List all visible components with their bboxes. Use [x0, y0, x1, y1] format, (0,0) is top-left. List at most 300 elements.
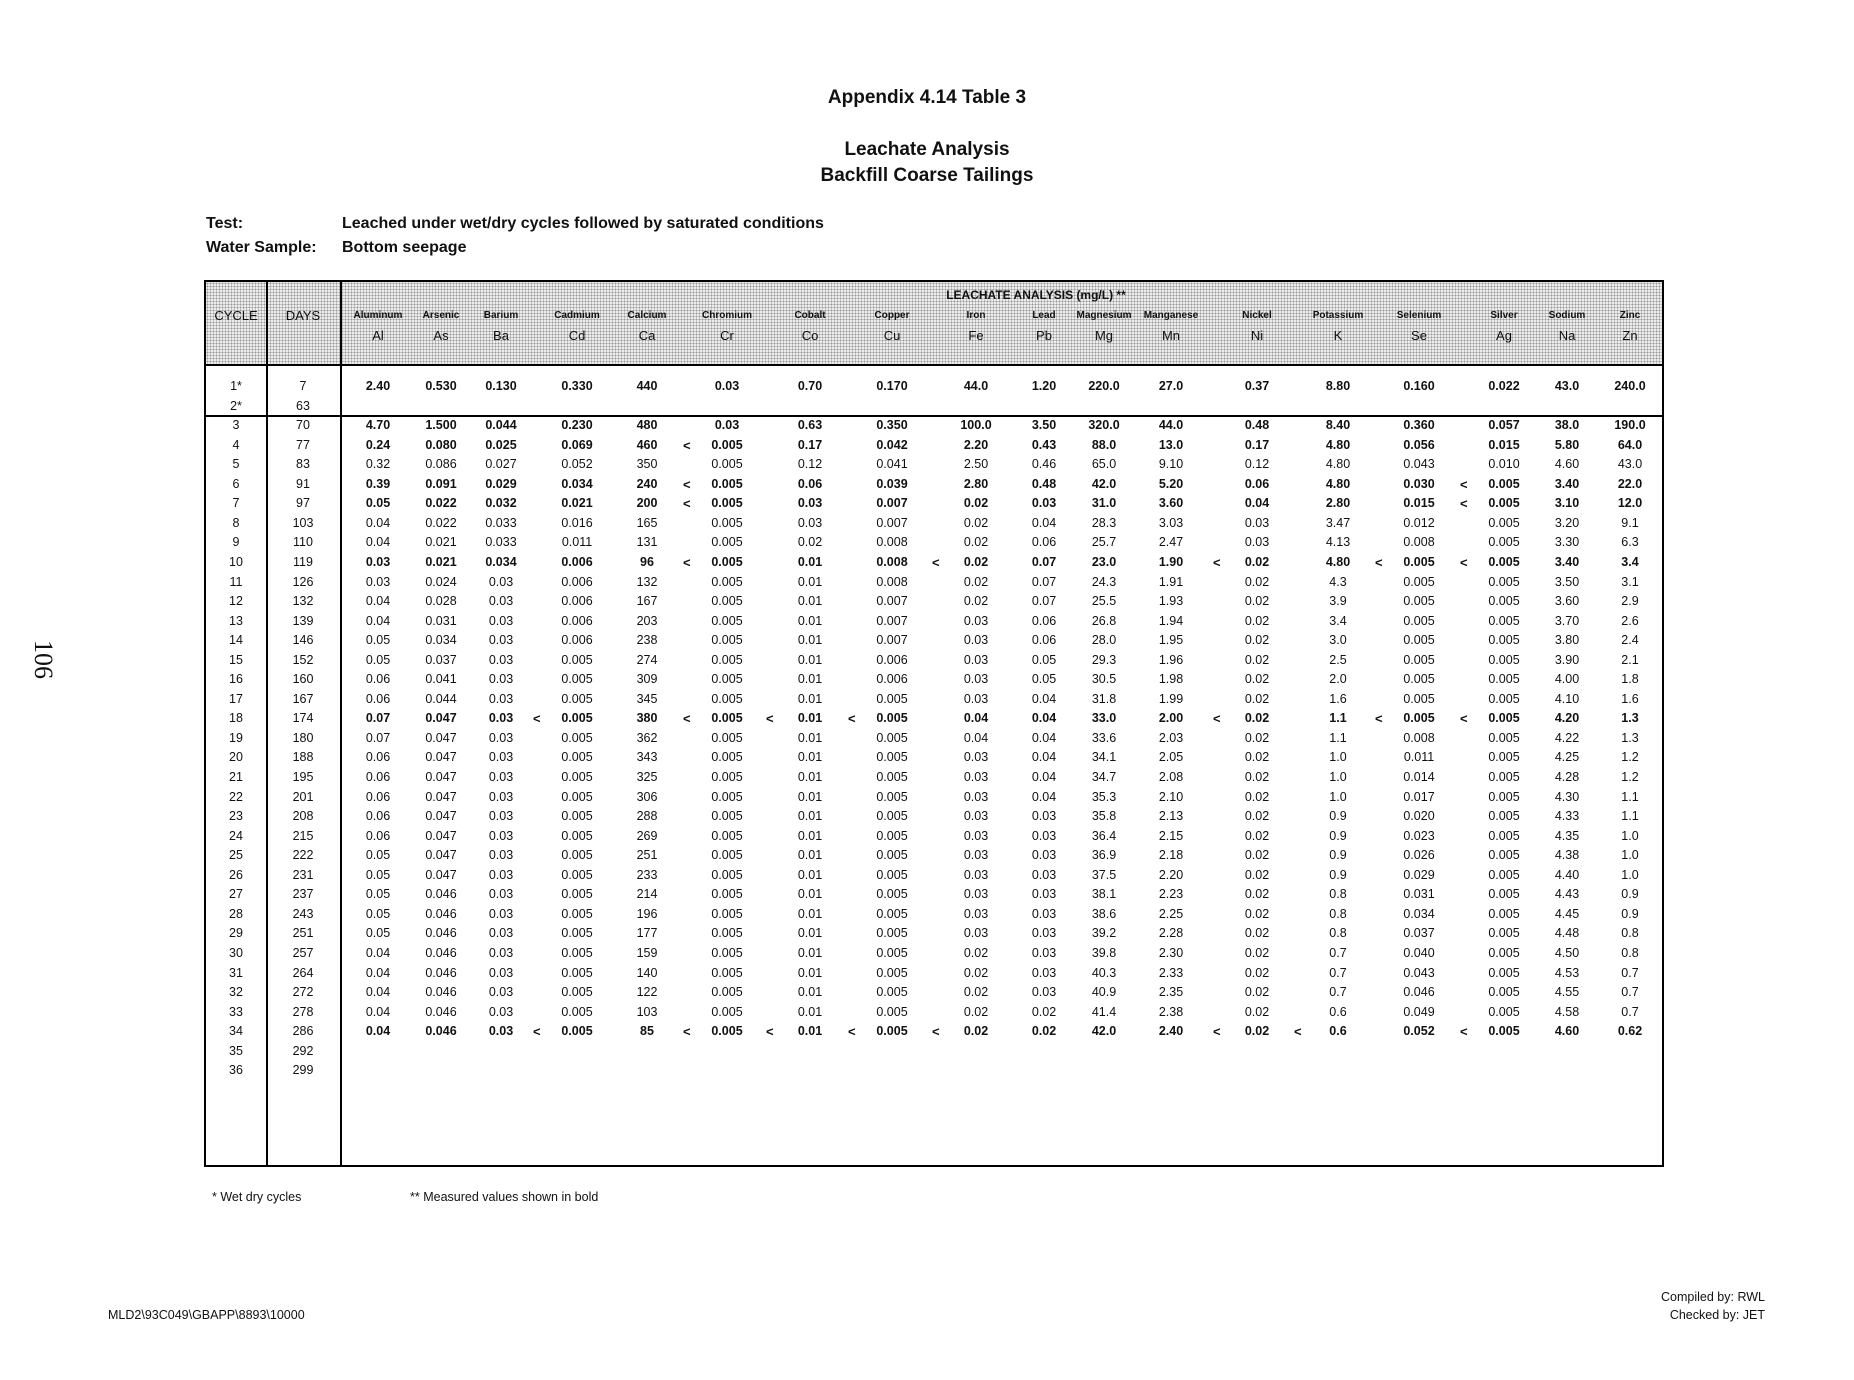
- days-cell: 215: [292, 828, 314, 843]
- value-cell: 0.350: [876, 418, 908, 433]
- days-cell: 139: [292, 613, 314, 628]
- days-cell: 167: [292, 691, 314, 706]
- value-cell: 0.032: [485, 496, 517, 511]
- value-cell: 0.005: [1488, 730, 1520, 745]
- value-cell: 2.38: [1158, 1004, 1184, 1019]
- cycle-cell: 16: [229, 672, 243, 687]
- value-cell: 0.080: [425, 437, 457, 452]
- value-cell: 0.006: [561, 574, 593, 589]
- value-cell: 4.35: [1554, 828, 1580, 843]
- value-cell: 0.040: [1403, 945, 1435, 960]
- value-cell: 0.005: [711, 965, 743, 980]
- value-cell: 0.130: [485, 379, 517, 393]
- test-label: Test:: [206, 215, 244, 232]
- value-cell: 2.10: [1158, 789, 1184, 804]
- value-cell: 38.1: [1091, 887, 1117, 902]
- value-cell: 0.005: [561, 906, 593, 921]
- value-cell: 40.3: [1091, 965, 1117, 980]
- value-cell: 0.005: [1488, 906, 1520, 921]
- value-cell: 0.02: [1244, 770, 1270, 784]
- value-cell: 3.50: [1031, 418, 1057, 433]
- cycle-cell: 26: [229, 867, 243, 882]
- value-cell: 0.031: [1403, 887, 1435, 902]
- less-than-mark: <: [683, 476, 691, 492]
- value-cell: 343: [636, 750, 658, 765]
- value-cell: 0.005: [711, 985, 743, 1000]
- value-cell: 0.02: [1244, 887, 1270, 902]
- value-cell: 0.086: [425, 457, 457, 472]
- value-cell: 0.04: [365, 1024, 391, 1039]
- value-cell: 0.005: [1488, 965, 1520, 980]
- value-cell: 0.9: [1329, 828, 1347, 843]
- value-cell: 0.005: [1403, 613, 1435, 628]
- value-cell: 0.8: [1621, 945, 1639, 960]
- value-cell: 0.04: [365, 515, 391, 530]
- cycle-cell: 6: [232, 476, 240, 491]
- value-cell: 122: [636, 985, 658, 1000]
- days-cell: 188: [292, 750, 314, 765]
- value-cell: 0.025: [485, 437, 517, 452]
- value-cell: 0.04: [1031, 789, 1057, 804]
- value-cell: 0.005: [561, 965, 593, 980]
- value-cell: 0.01: [797, 945, 823, 960]
- days-cell: 110: [293, 535, 313, 550]
- value-cell: 0.03: [1031, 496, 1057, 511]
- value-cell: 0.03: [488, 594, 514, 609]
- value-cell: 2.40: [1158, 1024, 1184, 1039]
- value-cell: 27.0: [1158, 379, 1184, 393]
- value-cell: 0.005: [561, 926, 593, 941]
- table-subtitle: Backfill Coarse Tailings: [820, 165, 1034, 186]
- value-cell: 0.005: [876, 1004, 908, 1019]
- value-cell: 2.0: [1329, 672, 1347, 687]
- value-cell: 0.03: [1031, 887, 1057, 902]
- value-cell: 0.005: [711, 613, 743, 628]
- value-cell: 2.20: [1158, 867, 1184, 882]
- cycle-cell: 35: [229, 1043, 243, 1058]
- value-cell: 0.049: [1403, 1004, 1435, 1019]
- value-cell: 0.03: [488, 965, 514, 980]
- value-cell: 1.0: [1329, 789, 1347, 804]
- value-cell: 0.005: [876, 848, 908, 863]
- value-cell: 44.0: [1158, 418, 1184, 433]
- value-cell: 0.03: [488, 1004, 514, 1019]
- value-cell: 309: [636, 672, 658, 687]
- value-cell: 306: [636, 789, 658, 804]
- value-cell: 0.047: [425, 867, 457, 882]
- value-cell: 35.3: [1091, 789, 1117, 804]
- value-cell: 0.02: [963, 985, 989, 1000]
- value-cell: 1.500: [425, 418, 457, 433]
- value-cell: 0.005: [1488, 476, 1520, 491]
- value-cell: 0.03: [488, 945, 514, 960]
- value-cell: 0.006: [876, 652, 908, 667]
- less-than-mark: <: [1460, 476, 1468, 492]
- days-cell: 180: [292, 730, 314, 745]
- value-cell: 0.005: [561, 887, 593, 902]
- days-cell: 132: [292, 594, 314, 609]
- value-cell: 4.53: [1554, 965, 1580, 980]
- value-cell: 0.03: [1031, 945, 1057, 960]
- value-cell: 0.046: [425, 985, 457, 1000]
- value-cell: 0.48: [1031, 476, 1057, 491]
- value-cell: 0.01: [797, 906, 823, 921]
- value-cell: 0.02: [963, 1024, 989, 1039]
- value-cell: 0.011: [561, 535, 593, 550]
- less-than-mark: <: [683, 437, 691, 453]
- cycle-cell: 22: [229, 789, 243, 804]
- column-name: Calcium: [627, 310, 667, 321]
- value-cell: 1.20: [1031, 379, 1057, 393]
- value-cell: 0.02: [1244, 945, 1270, 960]
- value-cell: 0.005: [561, 691, 593, 706]
- column-name: Iron: [966, 310, 986, 321]
- value-cell: 0.006: [561, 554, 593, 569]
- less-than-mark: <: [1460, 554, 1468, 570]
- value-cell: 0.005: [876, 965, 908, 980]
- column-name: Silver: [1490, 310, 1518, 321]
- value-cell: 1.0: [1329, 770, 1347, 784]
- value-cell: 0.005: [1488, 554, 1520, 569]
- days-cell: 160: [292, 672, 314, 687]
- value-cell: 190.0: [1614, 418, 1646, 433]
- less-than-mark: <: [533, 711, 541, 727]
- value-cell: 6.3: [1621, 535, 1639, 550]
- value-cell: 0.008: [876, 554, 908, 569]
- value-cell: 4.25: [1554, 750, 1580, 765]
- value-cell: 3.03: [1158, 515, 1184, 530]
- value-cell: 4.80: [1325, 437, 1351, 452]
- value-cell: 0.056: [1403, 437, 1435, 452]
- value-cell: 8.40: [1325, 418, 1351, 433]
- value-cell: 0.02: [1244, 594, 1270, 609]
- value-cell: 0.05: [365, 496, 391, 511]
- value-cell: 0.160: [1403, 379, 1435, 393]
- value-cell: 0.005: [876, 985, 908, 1000]
- value-cell: 0.005: [1488, 574, 1520, 589]
- value-cell: 37.5: [1091, 867, 1117, 882]
- value-cell: 0.005: [1403, 633, 1435, 648]
- value-cell: 43.0: [1554, 379, 1580, 393]
- value-cell: 0.005: [561, 750, 593, 765]
- days-cell: 77: [296, 437, 310, 452]
- value-cell: 480: [636, 418, 658, 433]
- value-cell: 4.38: [1554, 848, 1580, 863]
- cycle-cell: 33: [229, 1004, 243, 1019]
- value-cell: 0.005: [1403, 711, 1435, 726]
- value-cell: 0.02: [963, 574, 989, 589]
- value-cell: 0.03: [963, 926, 989, 941]
- cycle-cell: 27: [229, 887, 243, 902]
- value-cell: 0.012: [1403, 515, 1435, 530]
- value-cell: 1.98: [1158, 672, 1184, 687]
- value-cell: 0.034: [561, 476, 593, 491]
- days-cell: 152: [292, 652, 314, 667]
- days-cell: 278: [292, 1004, 314, 1019]
- value-cell: 0.01: [797, 828, 823, 843]
- value-cell: 0.06: [365, 691, 391, 706]
- value-cell: 0.07: [365, 730, 391, 745]
- value-cell: 0.005: [1488, 652, 1520, 667]
- value-cell: 0.37: [1244, 379, 1270, 393]
- value-cell: 4.13: [1325, 535, 1351, 550]
- value-cell: 0.03: [1244, 535, 1270, 550]
- value-cell: 0.005: [711, 496, 743, 511]
- value-cell: 0.047: [425, 848, 457, 863]
- value-cell: 0.039: [876, 476, 908, 491]
- value-cell: 3.40: [1554, 476, 1580, 491]
- value-cell: 3.60: [1554, 594, 1580, 609]
- value-cell: 233: [636, 867, 658, 882]
- value-cell: 1.0: [1329, 750, 1347, 765]
- value-cell: 0.03: [963, 770, 989, 784]
- value-cell: 0.005: [1488, 867, 1520, 882]
- value-cell: 0.005: [561, 711, 593, 726]
- cycle-cell: 13: [229, 613, 243, 628]
- value-cell: 0.031: [425, 613, 457, 628]
- value-cell: 132: [636, 574, 658, 589]
- value-cell: 0.005: [1403, 691, 1435, 706]
- value-cell: 0.04: [1031, 750, 1057, 765]
- value-cell: 0.230: [561, 418, 593, 433]
- value-cell: 0.034: [1403, 906, 1435, 921]
- compiled-by: Compiled by: RWL: [1661, 1290, 1765, 1304]
- value-cell: 0.9: [1329, 848, 1347, 863]
- value-cell: 0.06: [365, 789, 391, 804]
- value-cell: 0.24: [365, 437, 391, 452]
- sample-value: Bottom seepage: [342, 239, 467, 256]
- column-symbol: Cr: [720, 328, 734, 343]
- value-cell: 1.2: [1621, 750, 1639, 765]
- value-cell: 0.005: [711, 574, 743, 589]
- value-cell: 0.04: [1031, 730, 1057, 745]
- value-cell: 44.0: [963, 379, 989, 393]
- value-cell: 3.9: [1329, 594, 1347, 609]
- value-cell: 2.1: [1621, 652, 1639, 667]
- value-cell: 39.2: [1091, 926, 1117, 941]
- column-name: Sodium: [1548, 310, 1586, 321]
- less-than-mark: <: [1375, 711, 1383, 727]
- value-cell: 0.03: [1031, 965, 1057, 980]
- value-cell: 0.05: [365, 887, 391, 902]
- value-cell: 0.02: [1244, 574, 1270, 589]
- value-cell: 0.17: [797, 437, 823, 452]
- value-cell: 0.9: [1329, 867, 1347, 882]
- value-cell: 0.005: [1403, 554, 1435, 569]
- value-cell: 0.005: [1488, 515, 1520, 530]
- value-cell: 0.02: [1244, 750, 1270, 765]
- value-cell: 0.03: [797, 496, 823, 511]
- value-cell: 0.046: [425, 945, 457, 960]
- value-cell: 0.03: [963, 672, 989, 687]
- cycle-cell: 31: [229, 965, 243, 980]
- value-cell: 0.023: [1403, 828, 1435, 843]
- value-cell: 0.03: [963, 809, 989, 824]
- value-cell: 2.13: [1158, 809, 1184, 824]
- value-cell: 3.60: [1158, 496, 1184, 511]
- value-cell: 350: [636, 457, 658, 472]
- value-cell: 440: [636, 379, 658, 393]
- value-cell: 1.0: [1621, 867, 1639, 882]
- value-cell: 4.33: [1554, 809, 1580, 824]
- column-symbol: Mn: [1161, 328, 1181, 343]
- value-cell: 325: [636, 770, 658, 784]
- value-cell: 0.02: [963, 945, 989, 960]
- value-cell: 0.03: [365, 574, 391, 589]
- days-cell: 97: [296, 496, 310, 511]
- value-cell: 0.06: [365, 672, 391, 687]
- cycle-cell: 23: [229, 809, 243, 824]
- value-cell: 0.02: [1244, 828, 1270, 843]
- value-cell: 36.4: [1091, 828, 1117, 843]
- value-cell: 0.03: [488, 770, 514, 784]
- value-cell: 0.03: [488, 730, 514, 745]
- value-cell: 0.02: [1244, 672, 1270, 687]
- value-cell: 13.0: [1158, 437, 1184, 452]
- value-cell: 3.1: [1621, 574, 1639, 589]
- value-cell: 0.04: [365, 945, 391, 960]
- value-cell: 4.3: [1329, 574, 1347, 589]
- value-cell: 42.0: [1091, 476, 1117, 491]
- value-cell: 0.01: [797, 789, 823, 804]
- value-cell: 39.8: [1091, 945, 1117, 960]
- value-cell: 0.05: [365, 926, 391, 941]
- cycle-cell: 2*: [230, 398, 242, 413]
- value-cell: 30.5: [1091, 672, 1117, 687]
- value-cell: 4.48: [1554, 926, 1580, 941]
- days-cell: 231: [292, 867, 314, 882]
- value-cell: 9.10: [1158, 457, 1184, 472]
- value-cell: 0.022: [425, 496, 457, 511]
- value-cell: 196: [636, 906, 658, 921]
- group-header: LEACHATE ANALYSIS (mg/L) **: [946, 288, 1126, 302]
- value-cell: 0.007: [876, 633, 908, 648]
- value-cell: 3.0: [1329, 633, 1347, 648]
- column-symbol: As: [433, 328, 449, 343]
- value-cell: 0.04: [963, 730, 989, 745]
- less-than-mark: <: [683, 554, 691, 570]
- value-cell: 0.041: [876, 457, 908, 472]
- cycle-cell: 18: [229, 711, 243, 726]
- days-cell: 7: [299, 379, 307, 393]
- value-cell: 0.01: [797, 652, 823, 667]
- column-name: Magnesium: [1076, 310, 1132, 321]
- value-cell: 0.05: [365, 633, 391, 648]
- value-cell: 0.02: [963, 594, 989, 609]
- value-cell: 0.01: [797, 887, 823, 902]
- less-than-mark: <: [766, 1024, 774, 1040]
- value-cell: 0.03: [488, 789, 514, 804]
- value-cell: 3.80: [1554, 633, 1580, 648]
- value-cell: 0.01: [797, 711, 823, 726]
- value-cell: 5.20: [1158, 476, 1184, 491]
- value-cell: 0.005: [876, 809, 908, 824]
- value-cell: 1.96: [1158, 652, 1184, 667]
- value-cell: 220.0: [1088, 379, 1120, 393]
- value-cell: 0.70: [797, 379, 823, 393]
- footnote-wet-dry: * Wet dry cycles: [212, 1190, 302, 1204]
- column-symbol: Zn: [1622, 328, 1638, 343]
- value-cell: 203: [636, 613, 658, 628]
- value-cell: 0.005: [711, 554, 743, 569]
- value-cell: 96: [640, 554, 654, 569]
- column-name: Selenium: [1396, 310, 1442, 321]
- value-cell: 2.5: [1329, 652, 1347, 667]
- value-cell: 0.04: [1031, 691, 1057, 706]
- column-name: Zinc: [1619, 310, 1641, 321]
- days-cell: 208: [292, 809, 314, 824]
- cycle-cell: 34: [229, 1024, 243, 1039]
- value-cell: 0.057: [1488, 418, 1520, 433]
- value-cell: 177: [636, 926, 658, 941]
- value-cell: 0.005: [561, 672, 593, 687]
- value-cell: 0.04: [963, 711, 989, 726]
- value-cell: 2.18: [1158, 848, 1184, 863]
- value-cell: 1.1: [1329, 730, 1347, 745]
- value-cell: 0.05: [365, 848, 391, 863]
- value-cell: 251: [636, 848, 658, 863]
- value-cell: 0.06: [365, 750, 391, 765]
- value-cell: 0.05: [365, 867, 391, 882]
- value-cell: 0.005: [711, 633, 743, 648]
- value-cell: 0.06: [365, 809, 391, 824]
- value-cell: 1.3: [1621, 730, 1639, 745]
- value-cell: 0.62: [1617, 1024, 1643, 1039]
- value-cell: 0.007: [876, 594, 908, 609]
- value-cell: 3.30: [1554, 535, 1580, 550]
- value-cell: 4.22: [1554, 730, 1580, 745]
- value-cell: 4.28: [1554, 770, 1580, 784]
- value-cell: 0.01: [797, 770, 823, 784]
- value-cell: 1.1: [1621, 789, 1639, 804]
- value-cell: 0.008: [876, 574, 908, 589]
- value-cell: 0.03: [963, 613, 989, 628]
- value-cell: 0.03: [1031, 809, 1057, 824]
- value-cell: 0.03: [1031, 867, 1057, 882]
- column-name: Chromium: [702, 310, 752, 321]
- less-than-mark: <: [1213, 711, 1221, 727]
- value-cell: 0.05: [365, 652, 391, 667]
- value-cell: 0.005: [1403, 574, 1435, 589]
- days-cell: 243: [292, 906, 314, 921]
- value-cell: 2.50: [963, 457, 989, 472]
- footnote-bold: ** Measured values shown in bold: [410, 1190, 599, 1204]
- value-cell: 31.8: [1091, 691, 1117, 706]
- value-cell: 0.01: [797, 926, 823, 941]
- value-cell: 0.04: [365, 965, 391, 980]
- days-cell: 222: [292, 848, 314, 863]
- value-cell: 0.034: [485, 554, 517, 569]
- value-cell: 0.017: [1403, 789, 1435, 804]
- days-cell: 201: [292, 789, 314, 804]
- value-cell: 103: [636, 1004, 658, 1019]
- value-cell: 0.005: [1488, 789, 1520, 804]
- value-cell: 1.0: [1621, 828, 1639, 843]
- value-cell: 0.07: [1031, 574, 1057, 589]
- column-symbol: Pb: [1036, 328, 1052, 343]
- column-name: Barium: [483, 310, 519, 321]
- value-cell: 0.033: [485, 535, 517, 550]
- value-cell: 0.047: [425, 809, 457, 824]
- value-cell: 0.052: [561, 457, 593, 472]
- value-cell: 0.03: [963, 887, 989, 902]
- value-cell: 0.005: [561, 848, 593, 863]
- value-cell: 0.005: [1488, 1004, 1520, 1019]
- value-cell: 0.01: [797, 730, 823, 745]
- value-cell: 1.93: [1158, 594, 1184, 609]
- value-cell: 0.005: [561, 652, 593, 667]
- value-cell: 2.80: [963, 476, 989, 491]
